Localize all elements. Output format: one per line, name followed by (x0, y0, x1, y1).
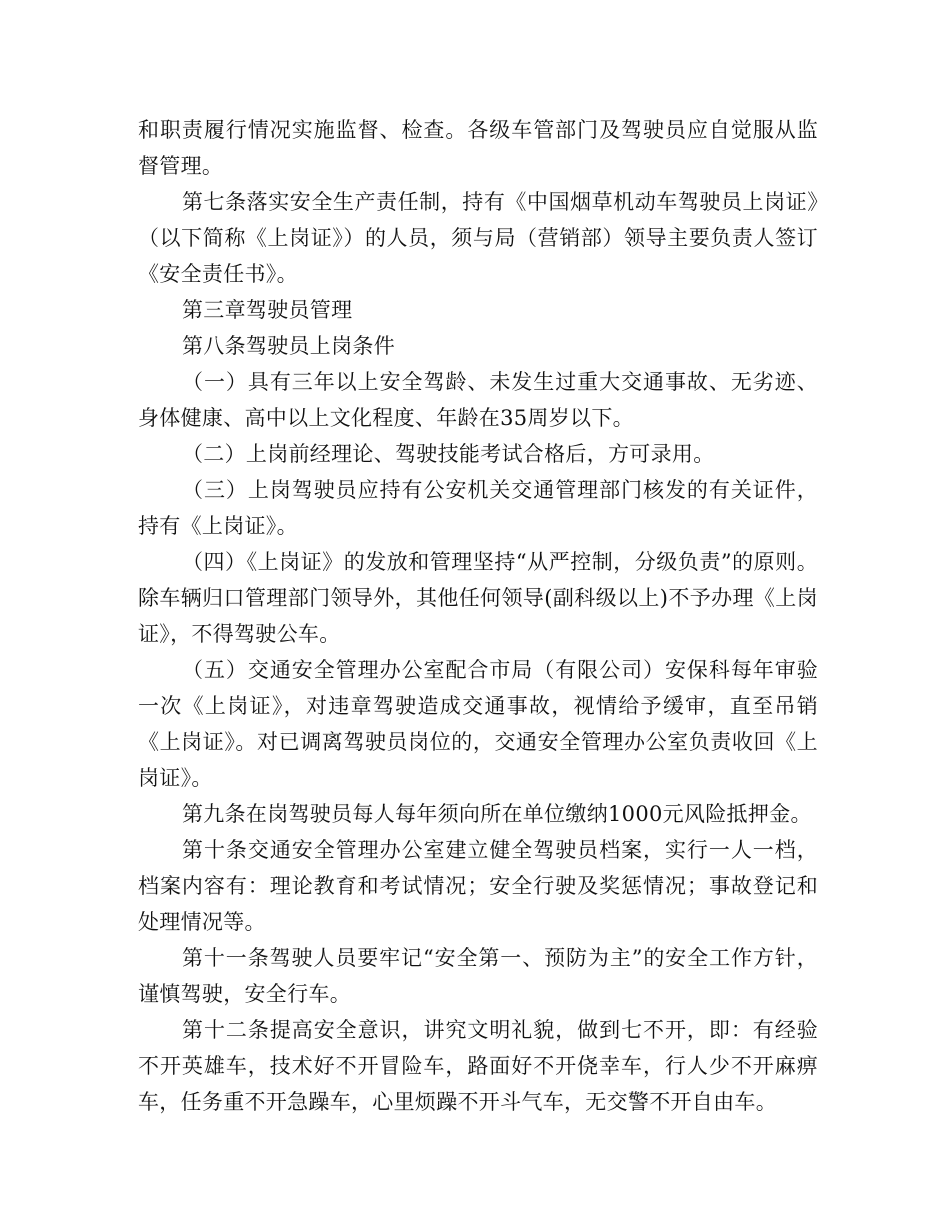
document-body (138, 112, 818, 1120)
paragraph-article-12: 第十二条提高安全意识，讲究文明礼貌，做到七不开，即：有经验不开英雄车，技术好不开冒险车，路面好不开侥幸车，行人少不开麻痹车，任务重不开急躁车，心里烦躁不开斗气车，无交警不开自由车。 (138, 1018, 818, 1114)
paragraph-article-7: 第七条落实安全生产责任制，持有《中国烟草机动车驾驶员上岗证》（以下简称《上岗证》）的人员，须与局（营销部）领导主要负责人签订《安全责任书》。 (138, 190, 818, 286)
paragraph-item-1: （一）具有三年以上安全驾龄、未发生过重大交通事故、无劣迹、身体健康、高中以上文化程度、年龄在35周岁以下。 (138, 370, 818, 430)
paragraph-item-2: （二）上岗前经理论、驾驶技能考试合格后，方可录用。 (182, 442, 715, 466)
paragraph-article-11: 第十一条驾驶人员要牢记“安全第一、预防为主”的安全工作方针，谨慎驾驶，安全行车。 (138, 946, 818, 1006)
paragraph-item-3: （三）上岗驾驶员应持有公安机关交通管理部门核发的有关证件，持有《上岗证》。 (138, 478, 818, 538)
paragraph-continuation: 和职责履行情况实施监督、检查。各级车管部门及驾驶员应自觉服从监督管理。 (138, 118, 818, 178)
paragraph-article-9: 第九条在岗驾驶员每人每年须向所在单位缴纳1000元风险抵押金。 (182, 802, 812, 826)
paragraph-item-4: （四）《上岗证》的发放和管理坚持“从严控制，分级负责”的原则。除车辆归口管理部门领导外，其他任何领导(副科级以上)不予办理《上岗证》，不得驾驶公车。 (138, 550, 818, 646)
paragraph-item-5: （五）交通安全管理办公室配合市局（有限公司）安保科每年审验一次《上岗证》，对违章驾驶造成交通事故，视情给予缓审，直至吊销《上岗证》。对已调离驾驶员岗位的，交通安全管理办公室负责收回《上岗证》。 (138, 658, 818, 790)
chapter-heading: 第三章驾驶员管理 (182, 298, 353, 322)
paragraph-article-10: 第十条交通安全管理办公室建立健全驾驶员档案，实行一人一档，档案内容有：理论教育和考试情况；安全行驶及奖惩情况；事故登记和处理情况等。 (138, 838, 818, 934)
paragraph-article-8: 第八条驾驶员上岗条件 (182, 334, 395, 358)
